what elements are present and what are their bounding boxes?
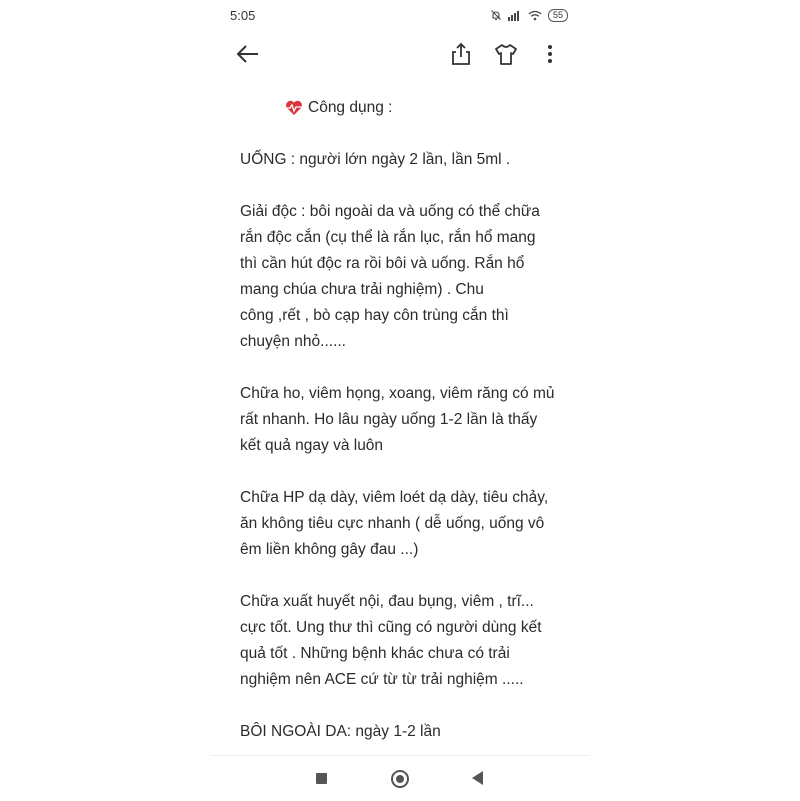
tshirt-icon — [492, 40, 520, 68]
paragraph-dosage: UỐNG : người lớn ngày 2 lần, lần 5ml . — [240, 151, 511, 168]
bell-muted-icon — [490, 9, 502, 21]
toolbar — [210, 36, 590, 72]
paragraph-stomach: Chữa HP dạ dày, viêm loét dạ dày, tiêu chảy, ăn không tiêu cực nhanh ( dễ uống, uống vô êm liền không gây đau ...) — [240, 489, 549, 558]
paragraph-external-use: BÔI NGOÀI DA: ngày 1-2 lần — [240, 723, 441, 740]
status-bar — [210, 0, 590, 30]
phone-screen — [210, 0, 590, 800]
arrow-left-icon — [232, 40, 262, 68]
status-icons — [490, 8, 568, 22]
note-content — [240, 95, 580, 745]
back-button[interactable] — [232, 40, 262, 68]
section-heading — [284, 95, 580, 121]
triangle-back-icon[interactable] — [472, 771, 483, 785]
system-nav-bar — [210, 755, 590, 801]
signal-icon — [508, 10, 522, 21]
wifi-icon — [528, 10, 542, 21]
heart-pulse-icon — [284, 98, 304, 118]
paragraph-detox: Giải độc : bôi ngoài da và uống có thể chữa rắn độc cắn (cụ thể là rắn lục, rắn hổ mang thì cần hút độc ra rồi bôi và uống. Rắn hổ mang chúa chưa trải nghiệm) . Chu công ,rết , bò cạp hay côn trùng cắn thì chuyện nhỏ...... — [240, 203, 540, 350]
share-icon — [448, 40, 474, 68]
more-vertical-icon — [538, 40, 562, 68]
theme-button[interactable] — [492, 40, 520, 68]
battery-indicator: 55 — [548, 9, 568, 22]
paragraph-cough: Chữa ho, viêm họng, xoang, viêm răng có mủ rất nhanh. Ho lâu ngày uống 1-2 lần là thấy kết quả ngay và luôn — [240, 385, 555, 454]
heading-text: Công dụng : — [308, 99, 393, 116]
paragraph-bleeding: Chữa xuất huyết nội, đau bụng, viêm , trĩ... cực tốt. Ung thư thì cũng có người dùng kết quả tốt . Những bệnh khác chưa có trải nghiệm nên ACE cứ từ từ trải nghiệm ..... — [240, 593, 542, 688]
circle-home-icon[interactable] — [391, 770, 409, 788]
square-icon[interactable] — [316, 773, 327, 784]
status-time: 5:05 — [230, 8, 256, 23]
share-button[interactable] — [448, 40, 474, 68]
more-options-button[interactable] — [538, 40, 562, 68]
